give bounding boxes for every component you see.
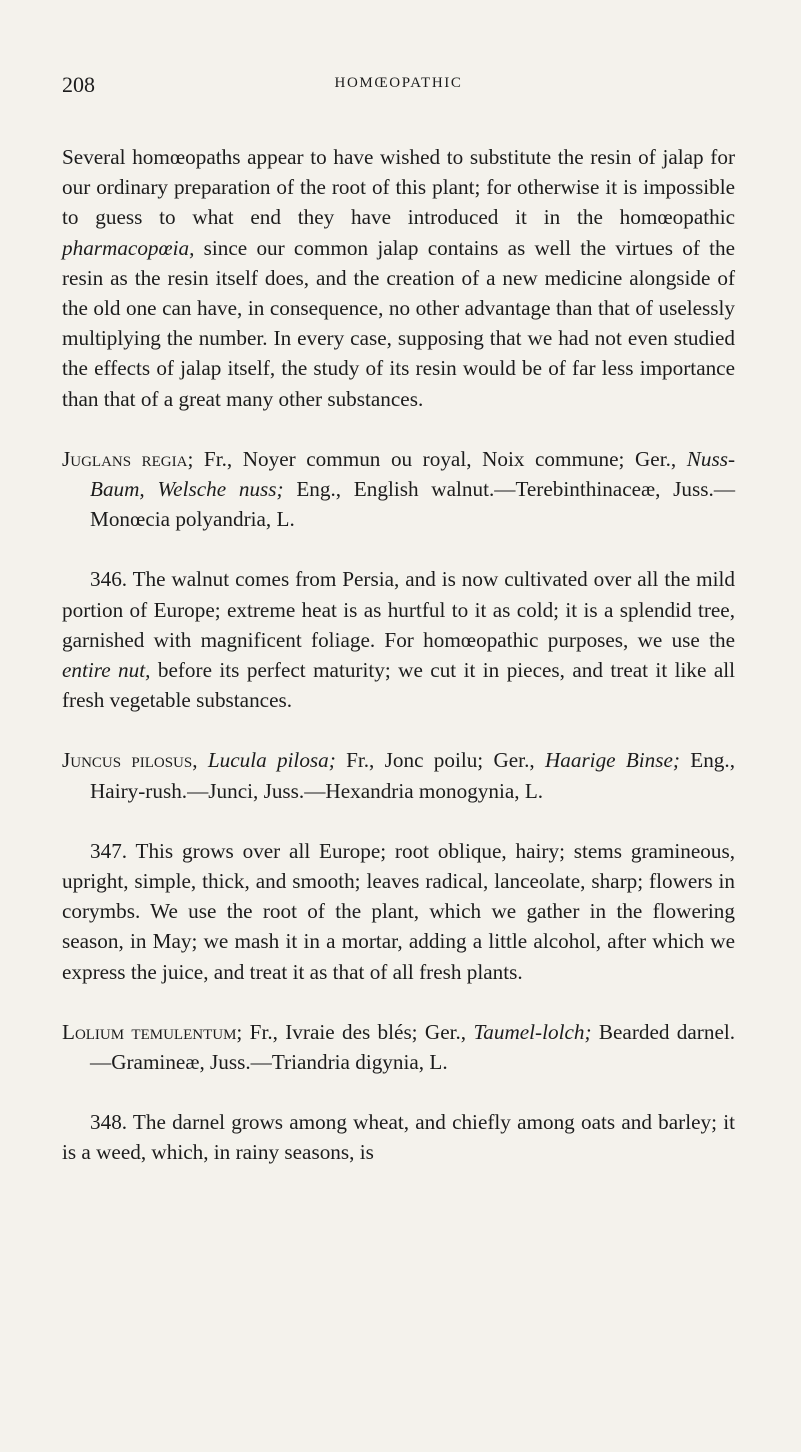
section-347: 347. This grows over all Europe; root oblique, hairy; stems gramineous, upright, simple, thick, and smooth; leaves radical, lanceolate, sharp; flowers in corymbs. We use the root of the plant, which we gather in the flowering season, in May; we mash it in a mortar, adding a little alcohol, after which we express the juice, and treat it as that of all fresh plants. xyxy=(62,838,735,984)
page-number: 208 xyxy=(62,72,95,97)
running-head: HOMŒOPATHIC xyxy=(334,75,463,91)
entry-lolium-temulentum: Lolium temulentum; Fr., Ivraie des blés; Ger., Taumel-lolch; Bearded darnel.—Gramineæ, Juss.—Triandria digynia, L. xyxy=(62,1019,736,1075)
entry-heading: Juglans regia; xyxy=(62,446,194,471)
section-346: 346. The walnut comes from Persia, and is now cultivated over all the mild portion of Europe; extreme heat is as hurtful to it as cold; it is a splendid tree, garnished with magnificent foliage. For homœopathic purposes, we use the entire nut, before its perfect maturity; we cut it in pieces, and treat it like all fresh vegetable substances. xyxy=(62,567,736,713)
entry-juncus-pilosus: Juncus pilosus, Lucula pilosa; Fr., Jonc poilu; Ger., Haarige Binse; Eng., Hairy-rush.—Junci, Juss.—Hexandria monogynia, L. xyxy=(62,748,735,803)
page-header xyxy=(62,72,735,96)
entry-heading: Lolium temulentum; xyxy=(62,1019,243,1044)
paragraph-jalap-resin: Several homœopaths appear to have wished to substitute the resin of jalap for our ordinary preparation of the root of this plant; for otherwise it is impossible to guess to what end they have introduced it in the homœopathic pharmacopœia, since our common jalap contains as well the virtues of the resin as the resin itself does, and the creation of a new medicine alongside of the old one can have, in consequence, no other advantage than that of uselessly multiplying the number. In every case, supposing that we had not even studied the effects of jalap itself, the study of its resin would be of far less importance than that of a great many other substances. xyxy=(62,145,736,411)
section-348: 348. The darnel grows among wheat, and chiefly among oats and barley; it is a weed, which, in rainy seasons, is xyxy=(62,1110,735,1165)
entry-heading: Juncus pilosus, xyxy=(62,748,198,773)
entry-juglans-regia: Juglans regia; Fr., Noyer commun ou royal, Noix commune; Ger., Nuss-Baum, Welsche nuss; Eng., English walnut.—Terebinthinaceæ, Juss.—Monœcia polyandria, L. xyxy=(62,446,736,532)
page-body xyxy=(62,142,735,1168)
